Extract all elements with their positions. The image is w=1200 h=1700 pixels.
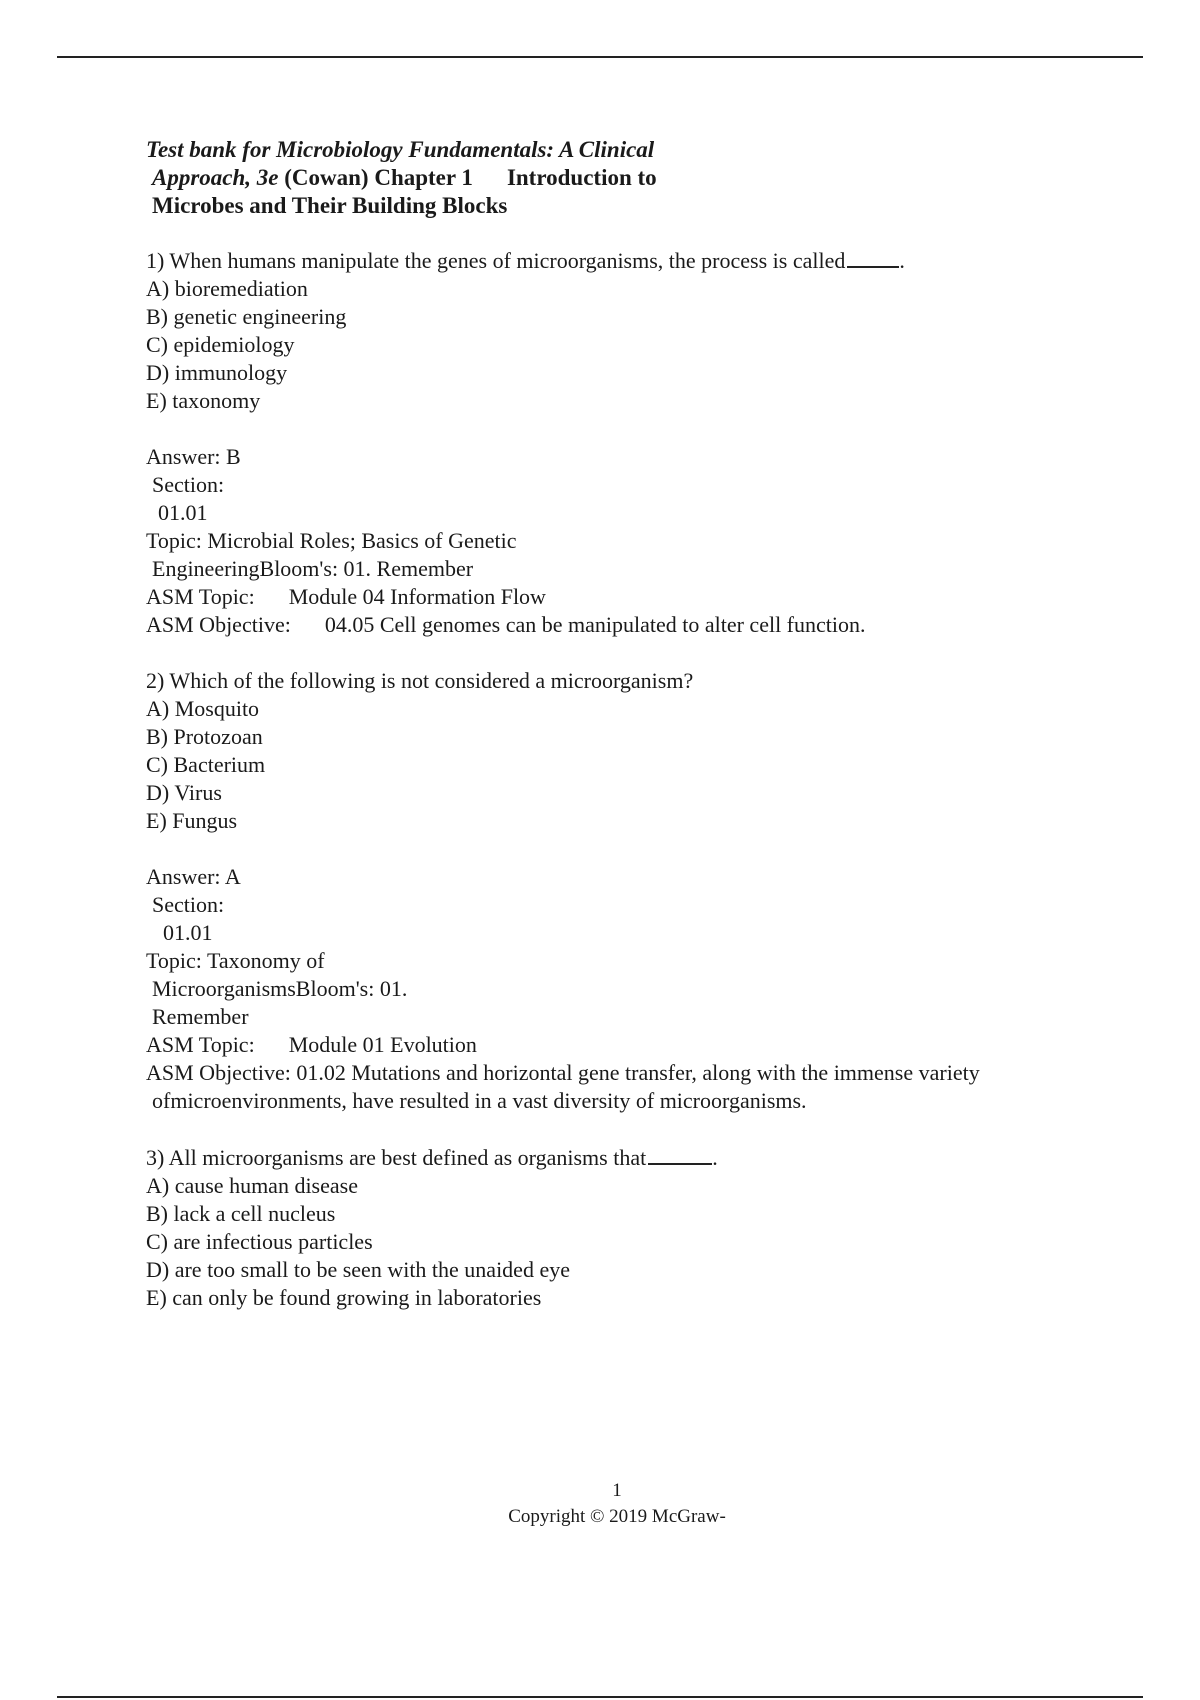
topic-line-1: Topic: Taxonomy of <box>146 948 325 973</box>
page-footer <box>0 1478 1200 1530</box>
option-a: A) bioremediation <box>146 276 308 301</box>
asm-topic: ASM Topic: Module 01 Evolution <box>146 1032 477 1057</box>
question-1 <box>146 246 1126 415</box>
option-a: A) cause human disease <box>146 1173 358 1198</box>
page-content <box>146 136 1126 1340</box>
option-d: D) are too small to be seen with the unaided eye <box>146 1257 570 1282</box>
question-stem: 2) Which of the following is not considered a microorganism? <box>146 668 694 693</box>
title-chapter-name: Introduction to <box>506 165 657 190</box>
topic-line-3: Remember <box>152 1004 249 1029</box>
option-e: E) taxonomy <box>146 388 261 413</box>
option-e: E) can only be found growing in laboratories <box>146 1285 542 1310</box>
asm-objective: ASM Objective: 04.05 Cell genomes can be manipulated to alter cell function. <box>146 612 866 637</box>
topic-line-2: EngineeringBloom's: 01. Remember <box>152 556 474 581</box>
page-number: 1 <box>612 1480 622 1501</box>
section-label: Section: <box>152 892 225 917</box>
answer: Answer: A <box>146 864 241 889</box>
question-2 <box>146 667 1126 835</box>
topic-line-1: Topic: Microbial Roles; Basics of Genetic <box>146 528 517 553</box>
option-d: D) immunology <box>146 360 288 385</box>
option-c: C) are infectious particles <box>146 1229 373 1254</box>
option-c: C) Bacterium <box>146 752 266 777</box>
section-value: 01.01 <box>158 500 208 525</box>
option-a: A) Mosquito <box>146 696 260 721</box>
answer-blank <box>847 246 899 268</box>
document-title <box>146 136 1126 220</box>
section-label: Section: <box>152 472 225 497</box>
answer-blank <box>648 1143 712 1165</box>
title-line-1: Test bank for Microbiology Fundamentals: A Clinical <box>146 137 655 162</box>
question-3 <box>146 1143 1126 1312</box>
asm-objective-line-2: ofmicroenvironments, have resulted in a vast diversity of microorganisms. <box>152 1088 807 1113</box>
question-1-metadata <box>146 443 1126 639</box>
bottom-rule <box>57 1696 1143 1698</box>
top-rule <box>57 56 1143 58</box>
question-2-metadata <box>146 863 1126 1115</box>
option-e: E) Fungus <box>146 808 238 833</box>
section-value: 01.01 <box>163 920 213 945</box>
option-d: D) Virus <box>146 780 222 805</box>
question-stem: 3) All microorganisms are best defined as organisms that . <box>146 1145 718 1170</box>
question-stem: 1) When humans manipulate the genes of microorganisms, the process is called . <box>146 248 905 273</box>
copyright-notice: Copyright © 2019 McGraw- <box>508 1506 726 1527</box>
answer: Answer: B <box>146 444 241 469</box>
option-b: B) Protozoan <box>146 724 263 749</box>
option-c: C) epidemiology <box>146 332 295 357</box>
asm-objective-line-1: ASM Objective: 01.02 Mutations and horizontal gene transfer, along with the immense variety <box>146 1060 980 1085</box>
asm-topic: ASM Topic: Module 04 Information Flow <box>146 584 546 609</box>
title-line-3: Microbes and Their Building Blocks <box>152 193 508 218</box>
title-author-chapter: (Cowan) Chapter 1 <box>278 165 473 190</box>
option-b: B) lack a cell nucleus <box>146 1201 336 1226</box>
option-b: B) genetic engineering <box>146 304 347 329</box>
title-line-2 <box>146 164 1126 192</box>
topic-line-2: MicroorganismsBloom's: 01. <box>152 976 408 1001</box>
title-edition: Approach, 3e <box>152 165 279 190</box>
